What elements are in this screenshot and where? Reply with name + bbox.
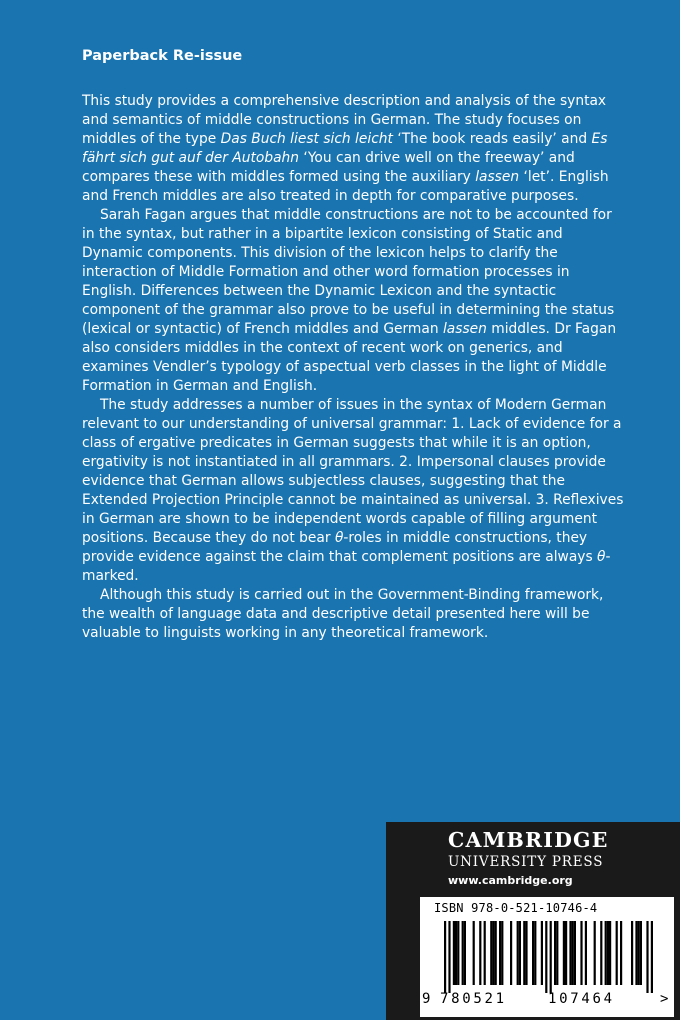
barcode-bar xyxy=(510,921,512,985)
blurb-paragraph-3: The study addresses a number of issues in the syntax of Modern German relevant to our understanding of universal grammar: 1. Lack of evidence for a class of ergative predicates in German suggests that while it is an option, ergativity is not instantiated in all grammars. 2. Impersonal clauses provide evidence that German allows subjectless clauses, suggesting that the Extended Projection Principle cannot be maintained as universal. 3. Reflexives in German are shown to be independent words capable of filling argument positions. Because they do not bear θ-roles in middle constructions, they provide evidence against the claim that complement positions are always θ-marked. xyxy=(82,397,624,584)
barcode-bar xyxy=(550,921,552,993)
blurb-paragraph-2: Sarah Fagan argues that middle constructions are not to be accounted for in the syntax, but rather in a bipartite lexicon consisting of Static and Dynamic components. This division of the lexicon helps to clarify the interaction of Middle Formation and other word formation processes in English. Differences between the Dynamic Lexicon and the syntactic component of the grammar also prove to be useful in determining the status (lexical or syntactic) of French middles and German lassen middles. Dr Fagan also considers middles in the context of recent work on generics, and examines Vendler’s typology of aspectual verb classes in the light of Middle Formation in German and English. xyxy=(82,207,617,394)
barcode-bar xyxy=(580,921,582,985)
barcode-bar xyxy=(545,921,547,993)
barcode-bar xyxy=(616,921,618,985)
publisher-name: CAMBRIDGE xyxy=(448,828,609,852)
barcode-bar xyxy=(534,921,536,985)
blurb-paragraph-1: This study provides a comprehensive description and analysis of the syntax and semantics of middle constructions in German. The study focuses on middles of the type Das Buch liest sich leicht ‘The book reads easily’ and Es fährt sich gut auf der Autobahn ‘You can drive well on the freeway’ and compares these with middles formed using the auxiliary lassen ‘let’. English and French middles are also treated in depth for comparative purposes. xyxy=(82,93,609,204)
barcode-bar xyxy=(453,921,455,985)
blurb-paragraph-4: Although this study is carried out in the Government-Binding framework, the wealth of language data and descriptive detail presented here will be valuable to linguists working in any theoretical framework. xyxy=(82,587,604,641)
barcode-bar xyxy=(631,921,633,985)
barcode-bar xyxy=(609,921,611,985)
barcode-bar xyxy=(607,921,609,985)
barcode-bar xyxy=(519,921,521,985)
barcode-bar xyxy=(444,921,446,993)
barcode-bar xyxy=(462,921,464,985)
barcode-bar xyxy=(565,921,567,985)
barcode-bar xyxy=(600,921,602,985)
barcode-bar xyxy=(572,921,574,985)
barcode-bar xyxy=(554,921,556,985)
barcode-bar xyxy=(638,921,640,985)
barcode-bar xyxy=(651,921,653,993)
barcode-bar xyxy=(556,921,558,985)
isbn-text: ISBN 978-0-521-10746-4 xyxy=(434,901,598,915)
reissue-label: Paperback Re-issue xyxy=(82,48,243,64)
ean-lead-digit: 9 xyxy=(422,991,431,1007)
barcode-bar xyxy=(448,921,450,993)
barcode-bar xyxy=(585,921,587,985)
barcode-panel xyxy=(420,897,674,1017)
barcode-bar xyxy=(646,921,648,993)
barcode-bar xyxy=(457,921,459,985)
publisher-imprint xyxy=(386,822,680,1020)
barcode-bar xyxy=(501,921,503,985)
barcode-bar xyxy=(541,921,543,985)
barcode-bar xyxy=(492,921,494,985)
barcode-bar xyxy=(479,921,481,985)
barcode-bar xyxy=(523,921,525,985)
barcode-bar xyxy=(473,921,475,985)
barcode-bar xyxy=(517,921,519,985)
publisher-subtitle: UNIVERSITY PRESS xyxy=(448,854,604,870)
ean-tail-mark: > xyxy=(660,991,669,1007)
barcode-graphic xyxy=(428,921,666,993)
ean-left-digits: 780521 xyxy=(440,991,507,1007)
barcode-bar xyxy=(620,921,622,985)
barcode-bar xyxy=(455,921,457,985)
publisher-url[interactable]: www.cambridge.org xyxy=(448,874,573,887)
barcode-bar xyxy=(532,921,534,985)
back-cover-blurb xyxy=(82,92,624,643)
barcode-bar xyxy=(569,921,571,985)
barcode-bar xyxy=(484,921,486,985)
barcode-bar xyxy=(574,921,576,985)
barcode-bar xyxy=(525,921,527,985)
barcode-bar xyxy=(464,921,466,985)
barcode-bar xyxy=(495,921,497,985)
barcode-bar xyxy=(499,921,501,985)
barcode-bar xyxy=(605,921,607,985)
ean-right-digits: 107464 xyxy=(548,991,615,1007)
ean-digits xyxy=(422,991,672,1007)
barcode-bar xyxy=(594,921,596,985)
barcode-bar xyxy=(640,921,642,985)
barcode-bar xyxy=(635,921,637,985)
barcode-bar xyxy=(563,921,565,985)
barcode-bar xyxy=(490,921,492,985)
